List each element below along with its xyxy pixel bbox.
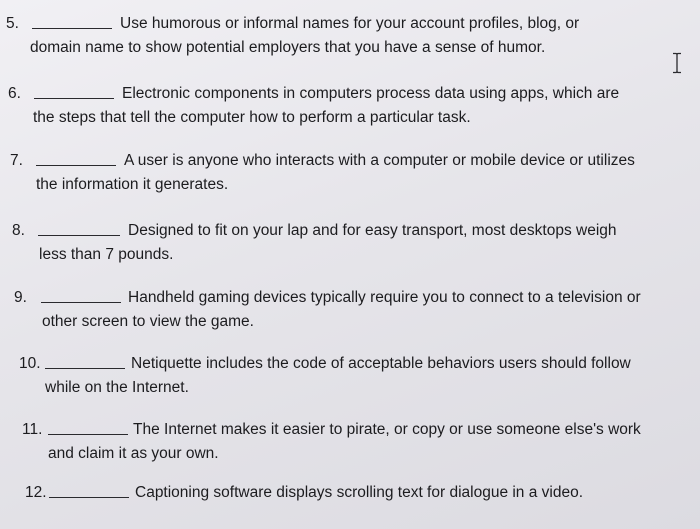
question-number: 7.: [10, 152, 23, 169]
question-number: 8.: [12, 222, 25, 239]
question-number: 5.: [6, 15, 19, 32]
answer-blank[interactable]: [34, 98, 114, 99]
answer-blank[interactable]: [32, 28, 112, 29]
question-text: Designed to fit on your lap and for easy transport, most desktops weigh: [128, 222, 617, 239]
question-text-continued: other screen to view the game.: [42, 313, 254, 330]
answer-blank[interactable]: [48, 434, 128, 435]
question-text-continued: domain name to show potential employers that you have a sense of humor.: [30, 39, 546, 56]
question-text-continued: the information it generates.: [36, 176, 229, 193]
question-text-continued: less than 7 pounds.: [39, 246, 174, 263]
answer-blank[interactable]: [41, 302, 121, 303]
question-number: 9.: [14, 289, 27, 306]
question-text: Netiquette includes the code of acceptable behaviors users should follow: [131, 355, 631, 372]
question-text-continued: the steps that tell the computer how to perform a particular task.: [33, 109, 471, 126]
question-text: A user is anyone who interacts with a computer or mobile device or utilizes: [124, 152, 635, 169]
question-text-continued: and claim it as your own.: [48, 445, 219, 462]
question-number: 11.: [22, 421, 43, 438]
text-cursor-icon: [670, 52, 684, 74]
question-number: 10.: [19, 355, 41, 372]
question-text: Handheld gaming devices typically require you to connect to a television or: [128, 289, 641, 306]
question-text: The Internet makes it easier to pirate, or copy or use someone else's work: [133, 421, 641, 438]
answer-blank[interactable]: [36, 165, 116, 166]
answer-blank[interactable]: [45, 368, 125, 369]
question-text-continued: while on the Internet.: [45, 379, 189, 396]
question-text: Use humorous or informal names for your account profiles, blog, or: [120, 15, 580, 32]
answer-blank[interactable]: [38, 235, 120, 236]
question-number: 12.: [25, 484, 47, 501]
question-text: Electronic components in computers process data using apps, which are: [122, 85, 620, 102]
answer-blank[interactable]: [49, 497, 129, 498]
question-number: 6.: [8, 85, 21, 102]
question-text: Captioning software displays scrolling text for dialogue in a video.: [135, 484, 584, 501]
